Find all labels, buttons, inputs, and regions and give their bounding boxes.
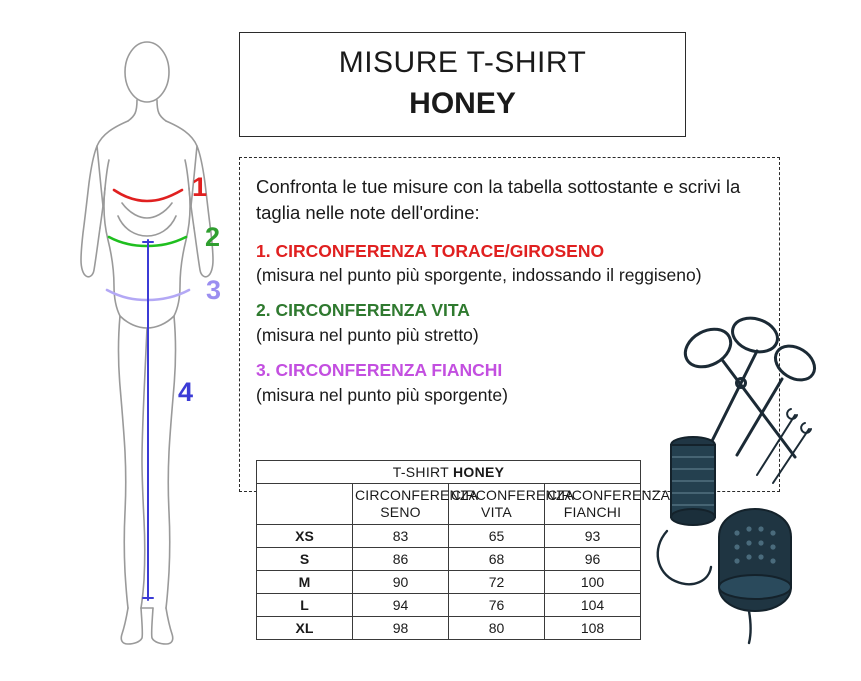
- body-figure: [52, 28, 242, 648]
- cell-l-vita: 76: [449, 593, 545, 616]
- table-caption-name: HONEY: [452, 464, 505, 480]
- measure-marker-2: 2: [205, 222, 221, 252]
- table-caption-row: [257, 461, 641, 484]
- instructions-intro: Confronta le tue misure con la tabella sottostante e scrivi la taglia nelle note dell'ordine:: [256, 176, 741, 224]
- header-empty: [257, 484, 353, 525]
- table-row: [257, 593, 641, 616]
- sewing-illustration: [645, 305, 845, 645]
- cell-l-seno: 94: [353, 593, 449, 616]
- cell-xs-vita: 65: [449, 524, 545, 547]
- measure-marker-4: 4: [178, 377, 194, 407]
- row-size-xs: XS: [257, 524, 353, 547]
- cell-m-vita: 72: [449, 570, 545, 593]
- header-vita-line1: CIRCONFERENZA: [451, 487, 575, 503]
- cell-s-vita: 68: [449, 547, 545, 570]
- cell-m-fianchi: 100: [545, 570, 641, 593]
- row-size-l: L: [257, 593, 353, 616]
- header-seno-line2: SENO: [380, 503, 421, 520]
- table-row: [257, 524, 641, 547]
- size-table-container: [256, 460, 671, 640]
- scissors-thread-spool-icon: [645, 305, 845, 645]
- cell-s-fianchi: 96: [545, 547, 641, 570]
- step-1-note: (misura nel punto più sporgente, indossando il reggiseno): [256, 265, 702, 286]
- table-caption-prefix: T-SHIRT: [392, 464, 453, 480]
- measure-marker-3: 3: [206, 275, 222, 305]
- step-2-note: (misura nel punto più stretto): [256, 325, 479, 346]
- table-caption: [257, 461, 641, 484]
- header-vita-line2: VITA: [481, 503, 512, 520]
- female-body-outline-icon: [52, 28, 242, 648]
- cell-xl-seno: 98: [353, 616, 449, 639]
- size-table: [256, 460, 671, 640]
- cell-xs-seno: 83: [353, 524, 449, 547]
- header-seno-line1: CIRCONFERENZA: [355, 487, 479, 503]
- header-fianchi: [545, 484, 671, 525]
- page-subtitle: HONEY: [409, 87, 516, 121]
- cell-xl-fianchi: 108: [545, 616, 641, 639]
- header-seno: [353, 484, 479, 525]
- row-size-xl: XL: [257, 616, 353, 639]
- header-vita: [449, 484, 575, 525]
- step-2-title: 2. CIRCONFERENZA VITA: [256, 300, 470, 321]
- row-size-s: S: [257, 547, 353, 570]
- title-box: [239, 32, 686, 137]
- cell-m-seno: 90: [353, 570, 449, 593]
- table-row: [257, 570, 641, 593]
- cell-xl-vita: 80: [449, 616, 545, 639]
- table-row: [257, 547, 641, 570]
- step-3-note: (misura nel punto più sporgente): [256, 384, 508, 405]
- cell-l-fianchi: 104: [545, 593, 641, 616]
- row-size-m: M: [257, 570, 353, 593]
- cell-xs-fianchi: 93: [545, 524, 641, 547]
- page-title: MISURE T-SHIRT: [338, 45, 587, 79]
- step-3-title: 3. CIRCONFERENZA FIANCHI: [256, 359, 503, 380]
- table-header-row: [257, 484, 641, 525]
- header-fianchi-line2: FIANCHI: [563, 503, 622, 520]
- table-row: [257, 616, 641, 639]
- header-fianchi-line1: CIRCONFERENZA: [547, 487, 671, 503]
- measure-marker-1: 1: [192, 172, 208, 202]
- cell-s-seno: 86: [353, 547, 449, 570]
- step-1-title: 1. CIRCONFERENZA TORACE/GIROSENO: [256, 240, 605, 261]
